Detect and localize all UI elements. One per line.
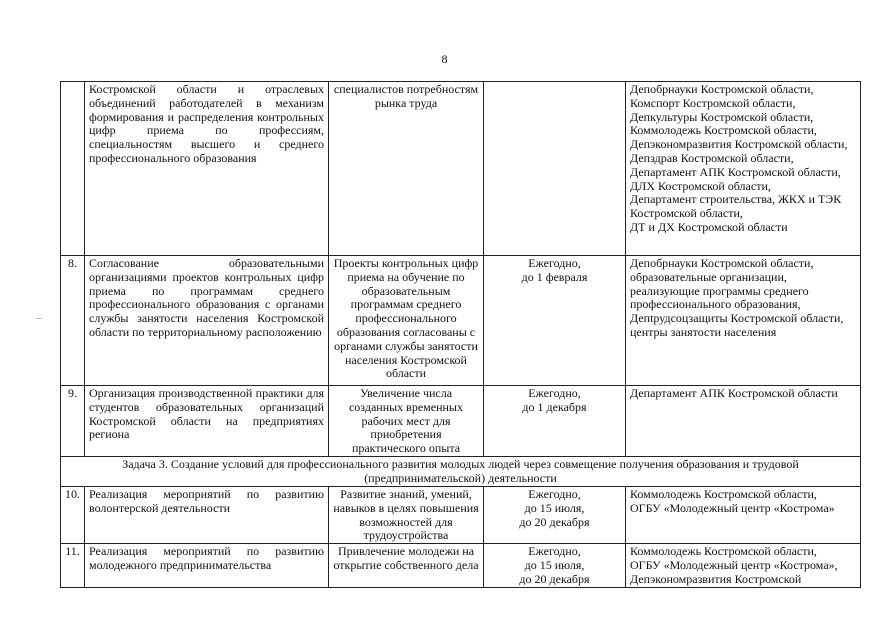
page-number: 8 bbox=[441, 52, 448, 66]
term-line: до 20 декабря bbox=[519, 514, 590, 529]
term-line: Ежегодно, bbox=[528, 544, 581, 559]
action-cell: Согласование образовательными организациями проектов контрольных цифр приема по программам среднего профессионального образования с органами службы занятости населения Костромской области по территориальному расположению bbox=[85, 256, 329, 386]
executor-line: центры занятости населения bbox=[630, 324, 777, 339]
result-cell: Привлечение молодежи на открытие собственного дела bbox=[329, 544, 484, 588]
table-row bbox=[61, 486, 861, 543]
executor-line: Депобрнауки Костромской области, bbox=[630, 82, 814, 96]
result-cell: Увеличение числа созданных временных рабочих мест для приобретения практического опыта bbox=[329, 386, 484, 457]
result-cell: специалистов потребностям рынка труда bbox=[329, 82, 484, 256]
executor-line: Депкультуры Костромской области, bbox=[630, 109, 814, 124]
executor-line: Коммолодежь Костромской области, bbox=[630, 486, 817, 501]
table-row bbox=[61, 256, 861, 386]
term-line: до 1 декабря bbox=[522, 399, 587, 414]
executor-line: ОГБУ «Молодежный центр «Кострома» bbox=[630, 500, 835, 515]
table-row bbox=[61, 82, 861, 256]
action-cell: Костромской области и отраслевых объединений работодателей в механизм формирования и распределения контрольных цифр приема по профессиям, специальностям высшего и среднего профессионального образования bbox=[85, 82, 329, 256]
action-cell: Организация производственной практики для студентов образовательных организаций Костромской области на предприятиях региона bbox=[85, 386, 329, 457]
term-cell bbox=[484, 486, 626, 543]
result-cell: Развитие знаний, умений, навыков в целях повышения возможностей для трудоустройства bbox=[329, 486, 484, 543]
term-line: до 1 февраля bbox=[521, 269, 588, 284]
row-number: 11. bbox=[61, 544, 85, 588]
executor-line: Департамент АПК Костромской области bbox=[630, 386, 838, 400]
row-number bbox=[61, 82, 85, 256]
task-row bbox=[61, 456, 861, 486]
table-row bbox=[61, 544, 861, 588]
measures-table bbox=[60, 81, 861, 588]
executor-line: Коммолодежь Костромской области, bbox=[630, 544, 817, 559]
executor-line: Депздрав Костромской области, bbox=[630, 150, 794, 165]
row-number: 10. bbox=[61, 486, 85, 543]
term-line: Ежегодно, bbox=[528, 386, 581, 400]
term-cell bbox=[484, 82, 626, 256]
term-cell bbox=[484, 544, 626, 588]
result-cell: Проекты контрольных цифр приема на обучение по образовательным программам среднего профессионального образования согласованы с органами службы занятости населения Костромской области bbox=[329, 256, 484, 386]
row-number: 8. bbox=[61, 256, 85, 386]
executor-line: Депобрнауки Костромской области, bbox=[630, 256, 814, 270]
term-line: до 20 декабря bbox=[519, 571, 590, 586]
executor-line: Департамент строительства, ЖКХ и ТЭК Костромской области, bbox=[630, 192, 842, 221]
executor-line: Депэкономразвития Костромской bbox=[630, 571, 802, 586]
executor-line: Депэкономразвития Костромской области, bbox=[630, 137, 848, 152]
term-cell bbox=[484, 386, 626, 457]
executor-line: Коммолодежь Костромской области, bbox=[630, 123, 817, 138]
executor-line: Департамент АПК Костромской области, bbox=[630, 164, 841, 179]
executor-line: Комспорт Костромской области, bbox=[630, 95, 796, 110]
executors-cell bbox=[626, 82, 861, 256]
row-number: 9. bbox=[61, 386, 85, 457]
executors-cell bbox=[626, 544, 861, 588]
term-line: до 15 июля, bbox=[524, 500, 585, 515]
executor-line: образовательные организации, реализующие программы среднего профессионального образования, bbox=[630, 269, 809, 312]
task-heading: Задача 3. Создание условий для профессионального развития молодых людей через совмещение получения образования и трудовой (предпринимательской) деятельности bbox=[61, 456, 861, 486]
action-cell: Реализация мероприятий по развитию молодежного предпринимательства bbox=[85, 544, 329, 588]
scan-artifact bbox=[36, 318, 42, 319]
action-cell: Реализация мероприятий по развитию волонтерской деятельности bbox=[85, 486, 329, 543]
executors-cell bbox=[626, 486, 861, 543]
term-line: Ежегодно, bbox=[528, 256, 581, 270]
executor-line: ОГБУ «Молодежный центр «Кострома», bbox=[630, 557, 838, 572]
term-line: Ежегодно, bbox=[528, 486, 581, 501]
term-cell bbox=[484, 256, 626, 386]
table-row bbox=[61, 386, 861, 457]
executor-line: Депtрудсоцзащиты Костромской области, bbox=[630, 311, 844, 326]
executor-line: ДЛХ Костромской области, bbox=[630, 178, 771, 193]
executors-cell bbox=[626, 256, 861, 386]
executors-cell bbox=[626, 386, 861, 457]
executor-line: ДТ и ДХ Костромской области bbox=[630, 219, 788, 234]
term-line: до 15 июля, bbox=[524, 557, 585, 572]
